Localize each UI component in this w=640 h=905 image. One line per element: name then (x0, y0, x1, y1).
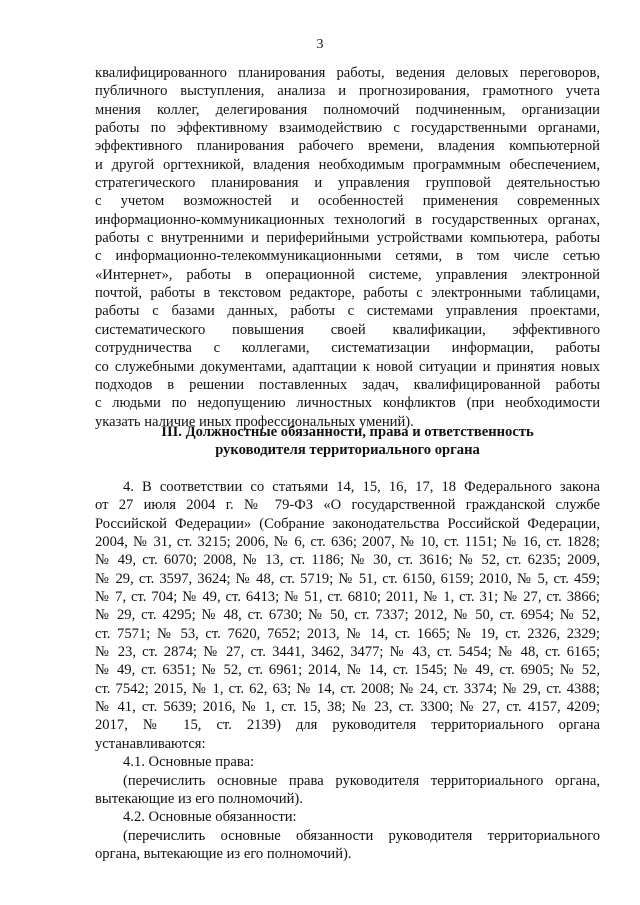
rights-subsection (95, 753, 600, 808)
duties-note-line-2: органа, вытекающие из его полномочий). (95, 845, 352, 862)
text-line: с людьми по недопущению личностных конфликтов (при необходимости (95, 395, 600, 412)
text-line: публичного выступления, анализа и прогнозирования, грамотного учета (95, 83, 600, 100)
rights-note-line-1: (перечислить основные права руководителя территориального органа, (123, 772, 600, 789)
text-line: 2004, № 31, ст. 3215; 2006, № 6, ст. 636; 2007, № 10, ст. 1151; № 16, ст. 1828; (95, 534, 600, 551)
text-line: стратегического планирования и управления групповой деятельностью (95, 175, 600, 192)
text-line: подходов в решении поставленных задач, квалифицированной работы (95, 376, 600, 393)
page-number: 3 (316, 37, 324, 52)
section-heading-line-1: III. Должностные обязанности, права и ответственность (161, 424, 534, 440)
duties-subsection (95, 808, 600, 863)
duties-label: 4.2. Основные обязанности: (123, 809, 297, 826)
text-line: со служебными документами, адаптации к новой ситуации и принятия новых (95, 358, 600, 375)
text-line: № 7, ст. 704; № 49, ст. 6413; № 51, ст. 6810; 2011, № 1, ст. 31; № 27, ст. 3866; (95, 589, 600, 606)
text-line: работы по эффективному взаимодействию с государственными органами, (95, 120, 600, 137)
text-line: указать наличие иных профессиональных умений). (95, 413, 414, 430)
rights-note-line-2: вытекающие из его полномочий). (95, 790, 303, 807)
section-heading-line-2: руководителя территориального органа (215, 442, 480, 459)
text-line: работы с базами данных, работы с системами управления проектами, (95, 303, 600, 320)
text-line: сотрудничества с коллегами, систематизации информации, работы (95, 340, 600, 357)
article-4-paragraph (95, 478, 600, 753)
text-line: Российской Федерации» (Собрание законодательства Российской Федерации, (95, 515, 600, 532)
text-line: «Интернет», работы в операционной системе, управления электронной (95, 266, 600, 283)
text-line: № 23, ст. 2874; № 27, ст. 3441, 3462, 3477; № 43, ст. 5454; № 48, ст. 6165; (95, 644, 600, 661)
intro-paragraph (95, 64, 600, 431)
text-line: эффективного планирования рабочего времени, владения компьютерной (95, 138, 600, 155)
text-line: мнения коллег, делегирования полномочий подчиненным, организации (95, 101, 600, 118)
text-line: почтой, работы в текстовом редакторе, работы с электронными таблицами, (95, 285, 600, 302)
text-line: № 49, ст. 6351; № 52, ст. 6961; 2014, № 14, ст. 1545; № 49, ст. 6905; № 52, (95, 662, 600, 679)
text-line: информационно-коммуникационных технологий в государственных органах, (95, 211, 600, 228)
text-line: № 41, ст. 5639; 2016, № 1, ст. 15, 38; № 23, ст. 3300; № 27, ст. 4157, 4209; (95, 699, 600, 716)
text-line: ст. 7542; 2015, № 1, ст. 62, 63; № 14, ст. 2008; № 24, ст. 3374; № 29, ст. 4388; (95, 680, 600, 697)
article-4-section (95, 478, 600, 863)
section-heading (95, 423, 600, 460)
text-line: от 27 июля 2004 г. № 79-ФЗ «О государственной гражданской службе (95, 497, 600, 514)
text-line: № 29, ст. 4295; № 48, ст. 6730; № 50, ст. 7337; 2012, № 50, ст. 6954; № 52, (95, 607, 600, 624)
text-line: № 29, ст. 3597, 3624; № 48, ст. 5719; № 51, ст. 6150, 6159; 2010, № 5, ст. 459; (95, 570, 600, 587)
text-line: и другой оргтехникой, владения необходимым программным обеспечением, (95, 156, 600, 173)
rights-label: 4.1. Основные права: (123, 754, 255, 771)
text-line: устанавливаются: (95, 735, 206, 752)
text-line: ст. 7571; № 53, ст. 7620, 7652; 2013, № 14, ст. 1665; № 19, ст. 2326, 2329; (95, 625, 600, 642)
text-line: с учетом возможностей и особенностей применения современных (95, 193, 600, 210)
duties-note-line-1: (перечислить основные обязанности руководителя территориального (123, 827, 600, 844)
text-line: систематического повышения своей квалификации, эффективного (95, 321, 600, 338)
text-line: работы с внутренними и периферийными устройствами компьютера, работы (95, 230, 600, 247)
text-line: 4. В соответствии со статьями 14, 15, 16, 17, 18 Федерального закона (123, 479, 600, 495)
text-line: с информационно-телекоммуникационными сетями, в том числе сетью (95, 248, 600, 265)
text-line: квалифицированного планирования работы, ведения деловых переговоров, (95, 65, 600, 81)
text-line: 2017, № 15, ст. 2139) для руководителя территориального органа (95, 717, 600, 734)
text-line: № 49, ст. 6070; 2008, № 13, ст. 1186; № 30, ст. 3616; № 52, ст. 6235; 2009, (95, 552, 600, 569)
